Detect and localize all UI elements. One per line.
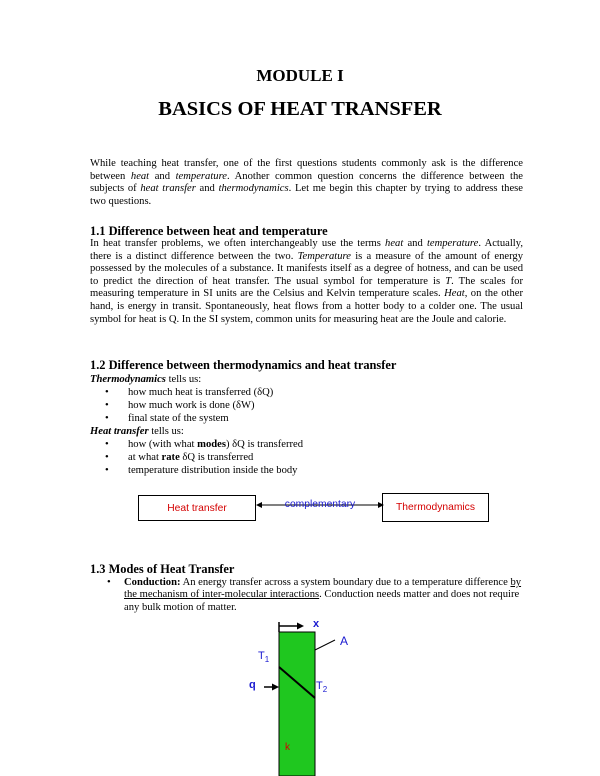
t1-label: $T_1$ <box>258 650 270 665</box>
section-heading-1-2: 1.2 Difference between thermodynamics and heat transfer <box>90 358 397 372</box>
intro-paragraph: While teaching heat transfer, one of the first questions students commonly ask is the difference between heat and temperature. Another common question concerns the difference between the subjects of heat transfer and thermodynamics. Let me begin this chapter by trying to address these two questions. <box>90 158 523 207</box>
list-item: • how much heat is transferred (δQ) <box>105 387 273 400</box>
k-label: k <box>285 742 290 753</box>
q-label: q <box>249 679 256 691</box>
thermodynamics-box-label: Thermodynamics <box>396 502 475 513</box>
thermodynamics-term: Thermodynamics <box>90 374 166 385</box>
conduction-slab <box>279 632 315 776</box>
heat-transfer-term: Heat transfer <box>90 426 149 437</box>
module-number: MODULE I <box>256 66 344 85</box>
area-label: A <box>340 634 349 648</box>
list-item: • at what rate δQ is transferred <box>105 452 303 465</box>
list-item: • how (with what modes) δQ is transferred <box>105 439 303 452</box>
thermodynamics-intro <box>90 374 201 385</box>
conduction-paragraph: • Conduction: An energy transfer across a system boundary due to a temperature difference by the mechanism of inter-molecular interactions. Conduction needs matter and does not require any bulk motion of matter. <box>107 577 522 613</box>
conduction-label: Conduction: <box>124 577 181 588</box>
bullet: • <box>107 577 111 588</box>
heat-transfer-tells: tells us: <box>148 426 184 437</box>
t2-label: $T_2$ <box>316 680 328 695</box>
x-label: x <box>313 618 320 630</box>
conduction-figure <box>240 616 370 776</box>
list-item: • how much work is done (δW) <box>105 400 273 413</box>
page-title: BASICS OF HEAT TRANSFER <box>158 98 442 120</box>
list-item: • temperature distribution inside the body <box>105 465 303 478</box>
thermodynamics-tells: tells us: <box>165 374 202 385</box>
heat-transfer-list <box>105 439 303 477</box>
section-heading-1-3: 1.3 Modes of Heat Transfer <box>90 562 235 576</box>
heat-transfer-intro <box>90 426 184 437</box>
list-item: • final state of the system <box>105 413 273 426</box>
section-heading-1-1: 1.1 Difference between heat and temperature <box>90 224 328 238</box>
thermodynamics-list <box>105 387 273 425</box>
section-1-1-body: In heat transfer problems, we often interchangeably use the terms heat and temperature. Actually, there is a distinct difference between the two. Temperature is a measure of the amount of energy possessed by the molecules of a substance. It manifests itself as a degree of hotness, and can be used to predict the direction of heat transfer. The usual symbol for temperature is T. The scales for measuring temperature in SI units are the Celsius and Kelvin temperature scales. Heat, on the other hand, is energy in transit. Spontaneously, heat flows from a hotter body to a colder one. The usual symbol for heat is Q. In the SI system, common units for measuring heat are the Joule and calorie. <box>90 238 524 325</box>
thermodynamics-box <box>382 493 489 522</box>
complementary-label: complementary <box>284 499 356 510</box>
area-pointer <box>315 640 335 650</box>
heat-transfer-box <box>138 495 256 521</box>
heat-transfer-box-label: Heat transfer <box>167 502 227 514</box>
conduction-mechanism: by the mechanism of inter-molecular interactions <box>124 577 522 601</box>
